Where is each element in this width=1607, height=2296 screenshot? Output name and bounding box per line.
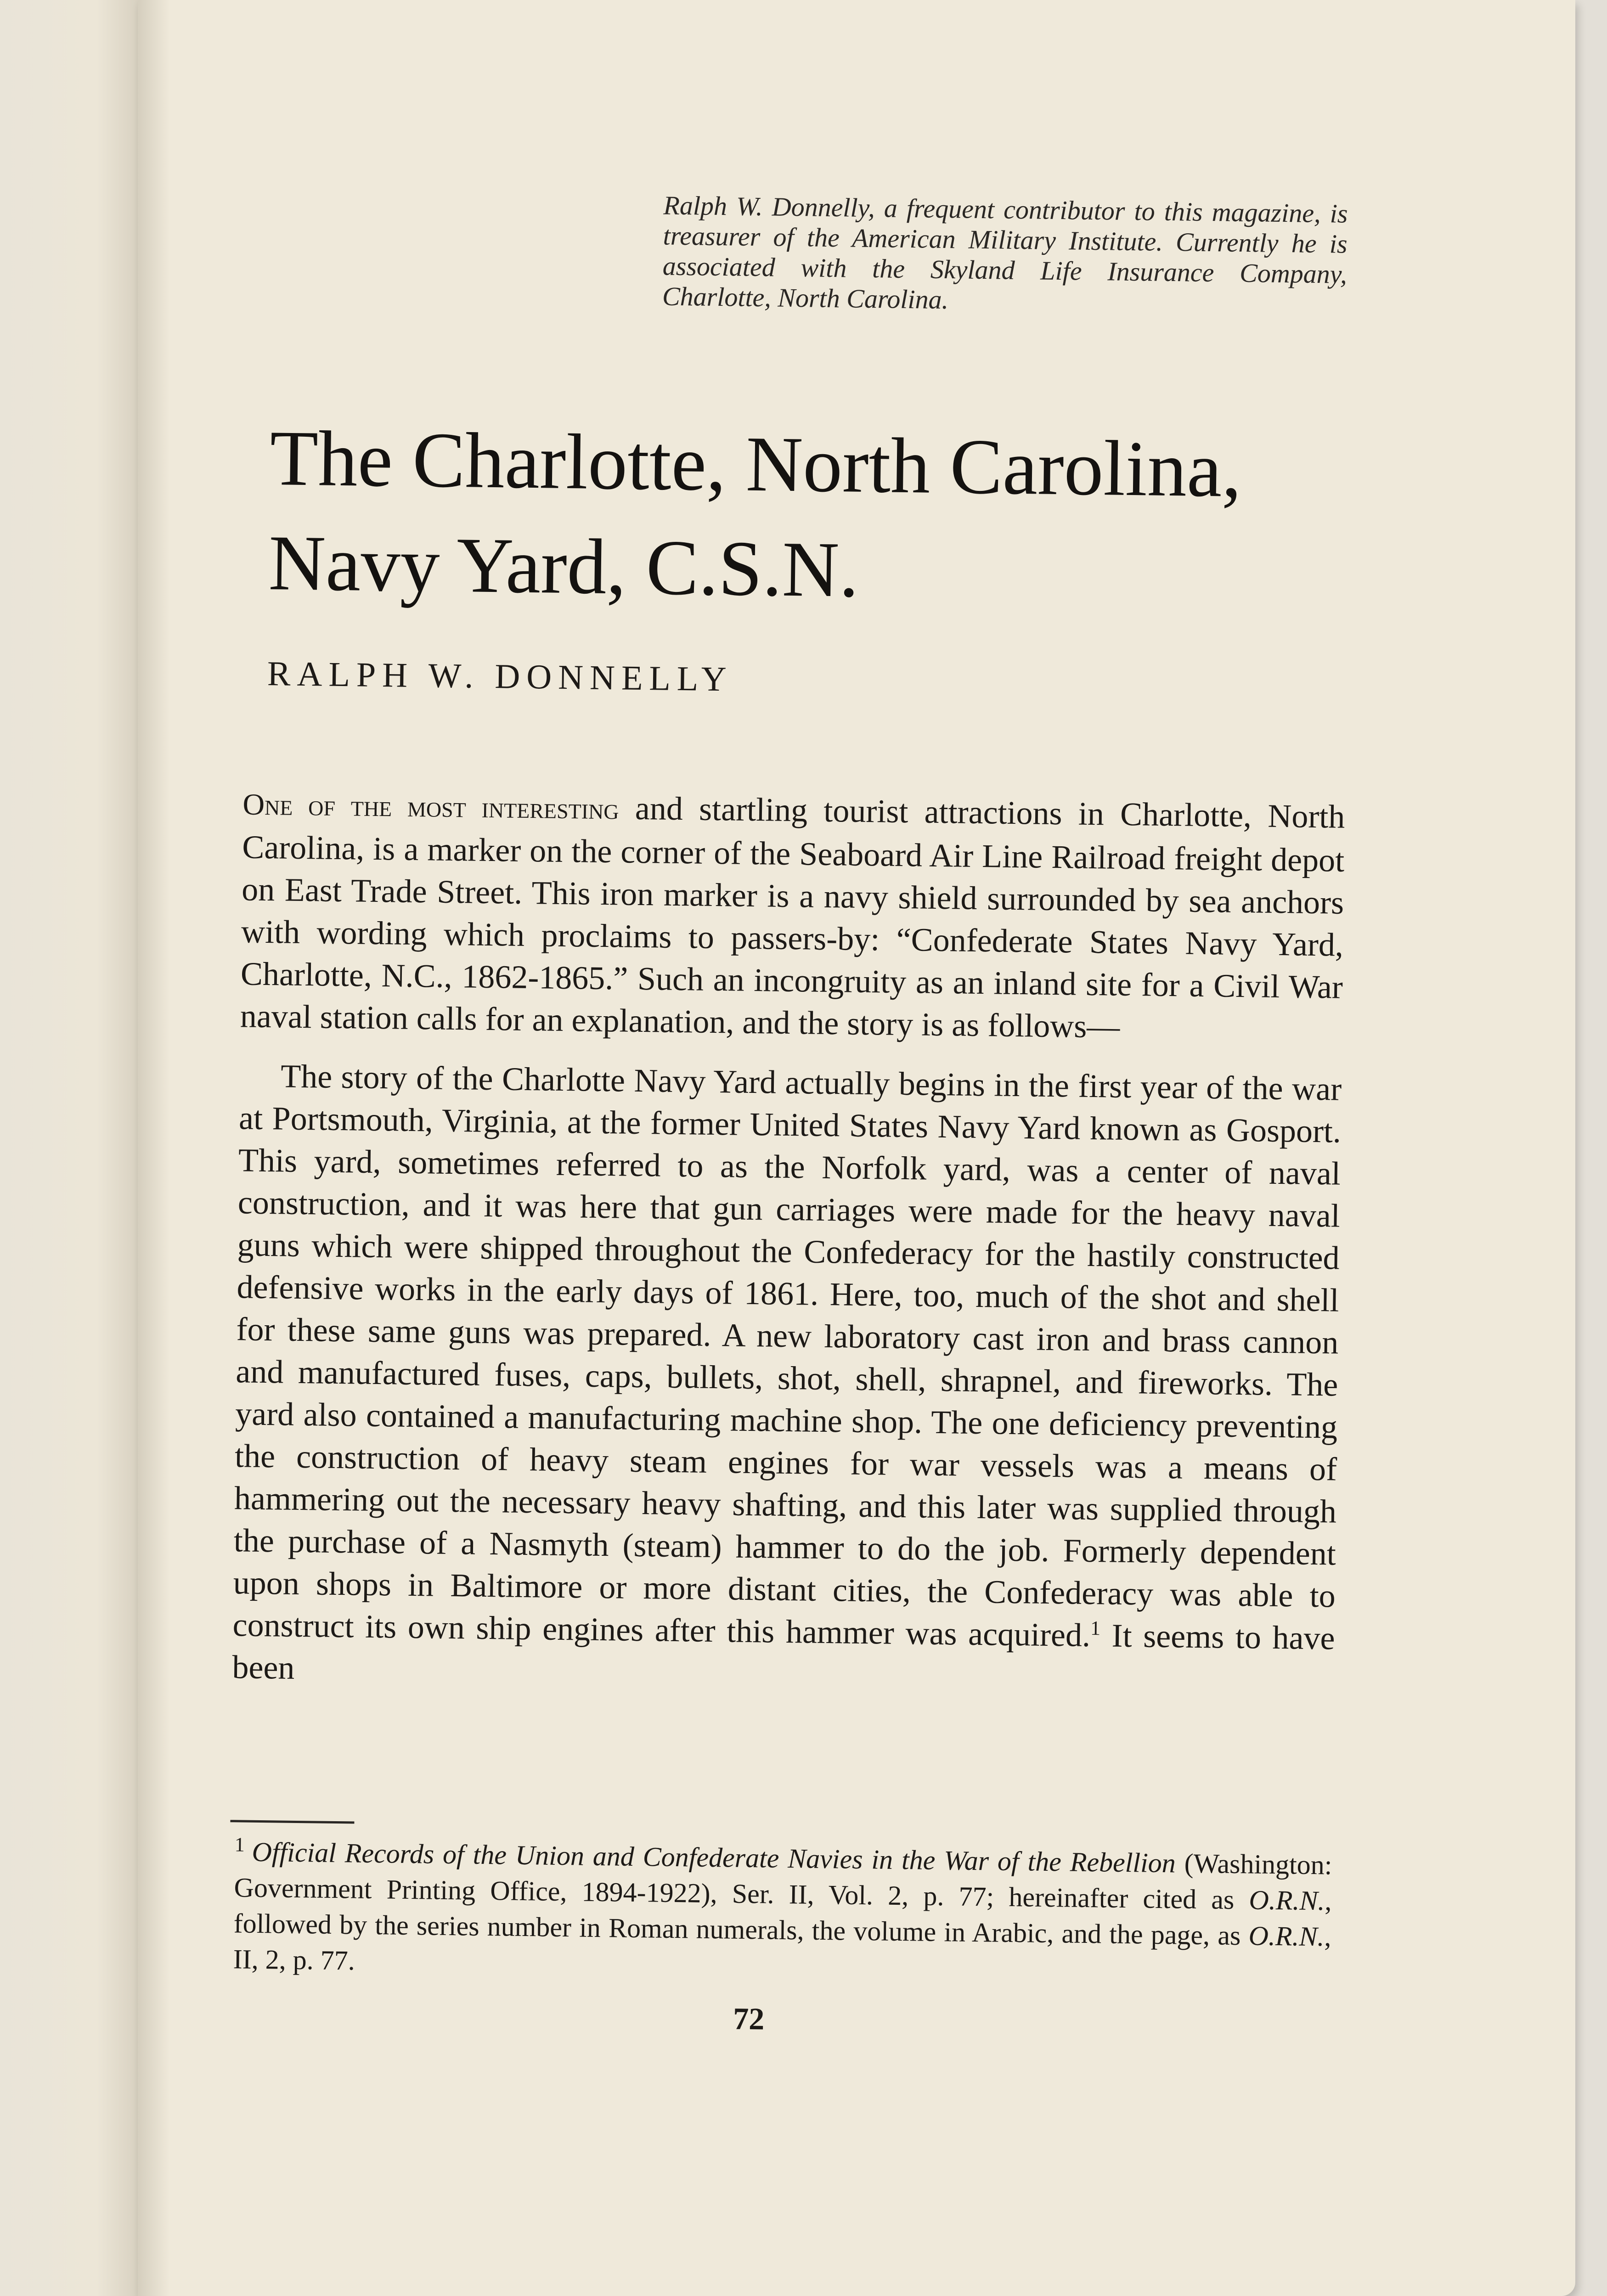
paragraph-1-text: and startling tourist attractions in Charlotte, North Carolina, is a marker on the corner of the Seaboard Air Line Railroad freight depot on East Trade Street. This iron marker is a navy shield surrounded by sea anchors with wording which proclaims to passers-by: “Confederate States Navy Yard, Charlotte, N.C., 1862-1865.” Such an incongruity as an inland site for a Civil War naval station calls for an explanation, and the story is as follows— [240, 789, 1345, 1045]
paragraph-2-text: The story of the Charlotte Navy Yard actually begins in the first year of the war at Portsmouth, Virginia, at the former United States Navy Yard known as Gosport. This yard, sometimes referred to as the Norfolk yard, was a center of naval construction, and it was here that gun carriages were made for the heavy naval guns which were shipped throughout the Confederacy for the hastily constructed defensive works in the early days of 1861. Here, too, much of the shot and shell for these same guns was prepared. A new laboratory cast iron and brass cannon and manufactured fuses, caps, bullets, shot, shell, shrapnel, and fireworks. The yard also contained a manufacturing machine shop. The one deficiency preventing the construction of heavy steam engines for war vessels was a means of hammering out the necessary heavy shafting, and this later was supplied through the purchase of a Nasmyth (steam) hammer to do the job. Formerly dependent upon shops in Baltimore or more distant cities, the Confederacy was able to construct its own ship engines after this hammer was acquired. [232, 1058, 1342, 1654]
facing-page-edge [0, 0, 138, 2296]
footnote-number: 1 [234, 1833, 245, 1856]
paragraph-2-continuation: It seems to have been [232, 1617, 1335, 1686]
footnote-text-end: , II, 2, p. 77. [233, 1921, 1331, 1976]
magazine-page [138, 0, 1575, 2296]
paragraph-2 [232, 1054, 1342, 1701]
article-author: RALPH W. DONNELLY [267, 654, 733, 699]
paragraph-1 [240, 782, 1345, 1050]
footnote-abbreviation: O.R.N. [1249, 1885, 1325, 1916]
footnote-example: O.R.N. [1248, 1920, 1325, 1952]
article-body [232, 782, 1345, 1701]
page-number: 72 [733, 2001, 765, 2037]
footnote-text-continued: , followed by the series number in Roman numerals, the volume in Arabic, and the page, as [233, 1885, 1332, 1951]
author-bio: Ralph W. Donnelly, a frequent contributor to this magazine, is treasurer of the American Military Institute. Currently he is associated with the Skyland Life Insurance Company, Charlotte, North Carolina. [662, 190, 1348, 315]
article-title: The Charlotte, North Carolina, Navy Yard, C.S.N. [268, 415, 1242, 614]
footnote-divider [230, 1820, 354, 1823]
footnote-text: (Washington: Government Printing Office, 1894-1922), Ser. II, Vol. 2, p. 77; hereinafter cited as [234, 1848, 1332, 1915]
page-content [232, 0, 1493, 2037]
footnote [233, 1834, 1332, 1990]
footnote-reference: 1 [1090, 1617, 1101, 1640]
footnote-book-title: Official Records of the Union and Confederate Navies in the War of the Rebellion [252, 1836, 1176, 1879]
lead-in-small-caps: One of the most interesting [242, 788, 620, 826]
